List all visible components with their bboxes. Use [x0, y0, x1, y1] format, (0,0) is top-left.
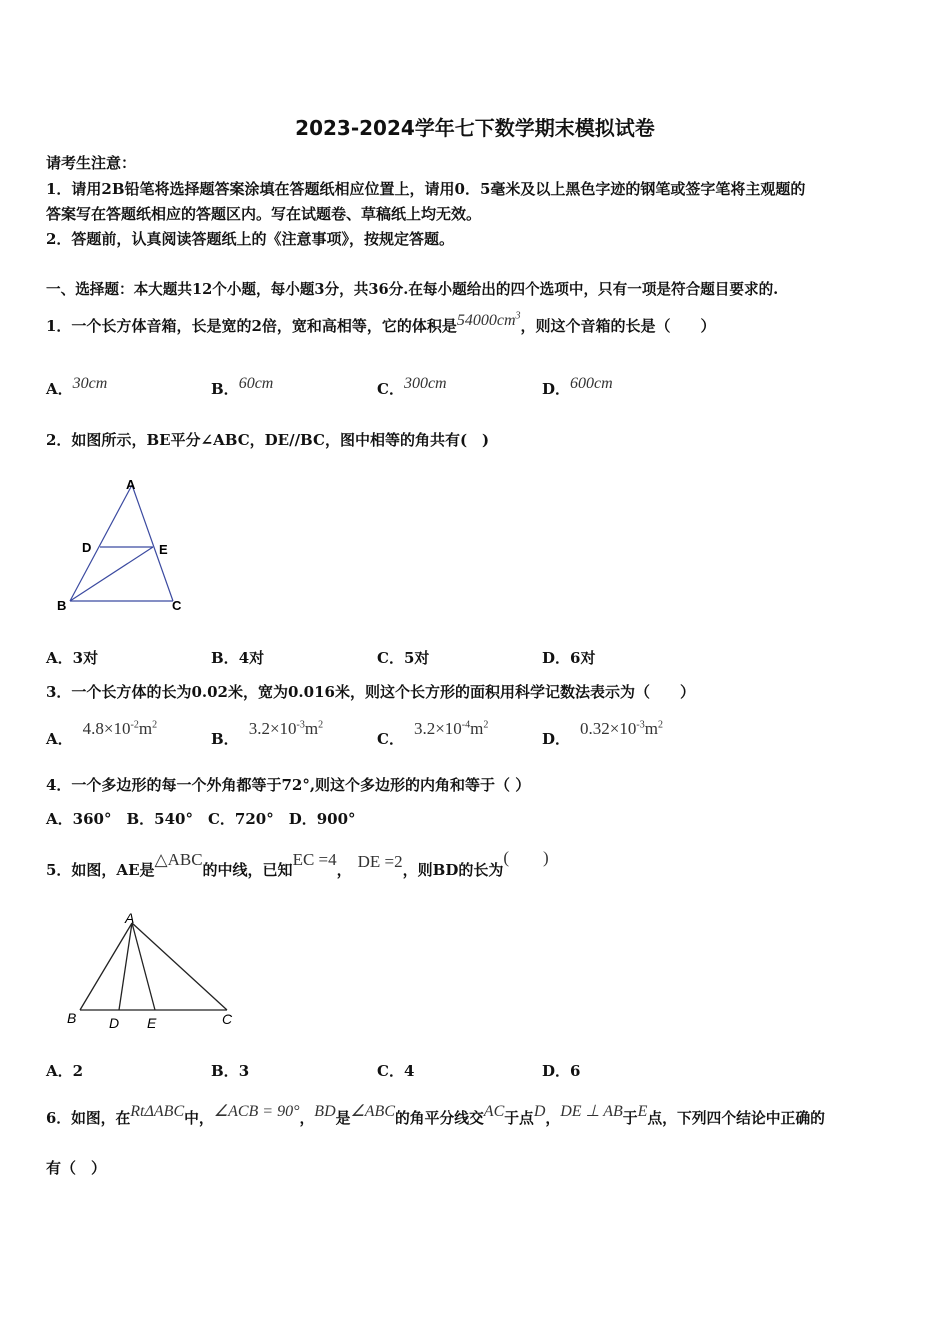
- option-unit: m: [138, 719, 153, 738]
- question-1: [46, 310, 716, 336]
- page-title: 2023-2024学年七下数学期末模拟试卷: [295, 116, 655, 140]
- q6-part: 于点: [504, 1110, 534, 1127]
- option-unit-exp: 2: [483, 719, 489, 731]
- q5-paren: ( ): [503, 848, 549, 867]
- option-label: D．: [542, 649, 571, 667]
- q5-triangle: △ABC: [154, 850, 203, 869]
- q4-options[interactable]: A．360° B．540° C．720° D．900°: [46, 810, 356, 828]
- option-label: C．: [377, 649, 404, 667]
- q5-option-b[interactable]: [211, 1060, 249, 1081]
- q2-segment-be: [70, 547, 153, 601]
- option-unit: m: [470, 719, 484, 738]
- option-base: 3.2×10: [248, 719, 297, 738]
- q6-math: DE ⊥ AB: [560, 1103, 623, 1120]
- q2-option-d[interactable]: [542, 647, 595, 668]
- option-unit-exp: 2: [318, 719, 324, 731]
- q5-segment-ae: [132, 923, 155, 1010]
- q5-side-ab: [80, 923, 132, 1010]
- q5-label-b: B: [67, 1010, 77, 1026]
- option-value: [580, 719, 663, 738]
- option-exp: -4: [461, 719, 471, 731]
- option-value: [83, 719, 157, 738]
- option-unit-exp: 2: [152, 719, 158, 731]
- option-value: 2: [72, 1062, 84, 1080]
- q6-part: 中，: [184, 1110, 214, 1127]
- q6-part: 点，下列四个结论中正确的: [647, 1110, 825, 1127]
- question-3: 3．一个长方体的长为0.02米，宽为0.016米，则这个长方形的面积用科学记数法表示为（ ）: [46, 683, 695, 701]
- option-label: A．: [46, 649, 73, 667]
- option-label: D．: [542, 1062, 571, 1080]
- q5-side-ac: [132, 923, 227, 1010]
- q1-option-c[interactable]: [377, 375, 447, 399]
- q1-option-b[interactable]: [211, 375, 274, 399]
- q6-line-2: 有（ ）: [46, 1159, 107, 1177]
- q5-mid: 的中线，已知: [202, 861, 293, 879]
- q5-ec: EC =4: [292, 850, 337, 869]
- q6-part: ，: [545, 1110, 561, 1127]
- option-value: 6对: [570, 649, 596, 667]
- option-value: 6: [570, 1062, 581, 1080]
- q5-comma: ，: [336, 861, 352, 879]
- q1-volume-exp: 3: [515, 310, 521, 322]
- q2-label-a: A: [126, 477, 136, 492]
- q2-figure: [55, 475, 195, 615]
- option-label: A．: [46, 1062, 73, 1080]
- q2-side-ab: [70, 485, 132, 601]
- q2-label-c: C: [172, 598, 182, 613]
- q3-option-c[interactable]: [377, 719, 489, 749]
- option-label: C．: [377, 1062, 404, 1080]
- q1-text-b: ，则这个音箱的长是（ ）: [520, 317, 716, 335]
- question-6: [46, 1103, 825, 1128]
- q3-option-d[interactable]: [542, 719, 663, 749]
- option-value: 600cm: [570, 375, 613, 392]
- option-exp: -3: [296, 719, 305, 731]
- q5-label-c: C: [222, 1011, 233, 1027]
- option-label: B．: [211, 649, 239, 667]
- q6-math: BD: [314, 1103, 336, 1120]
- q2-option-c[interactable]: [377, 647, 429, 668]
- option-exp: -3: [636, 719, 645, 731]
- q3-option-a[interactable]: [46, 719, 158, 749]
- option-value: 300cm: [403, 375, 447, 392]
- q6-math: ∠ACB = 90°: [213, 1103, 300, 1120]
- q2-label-b: B: [57, 598, 67, 613]
- q6-part: 于: [622, 1110, 638, 1127]
- q5-option-c[interactable]: [377, 1060, 414, 1081]
- option-value: [249, 719, 323, 738]
- notice-line-2: 答案写在答题纸相应的答题区内。写在试题卷、草稿纸上均无效。: [46, 205, 482, 223]
- option-label: B．: [211, 730, 239, 748]
- q1-volume-value: 54000cm: [456, 312, 516, 329]
- q5-de: DE =2: [357, 852, 403, 871]
- q5-prefix: 5．如图，AE是: [46, 861, 155, 879]
- q3-option-b[interactable]: [211, 719, 324, 749]
- q5-option-d[interactable]: [542, 1060, 580, 1081]
- option-value: 4对: [238, 649, 265, 667]
- option-value: [414, 719, 488, 738]
- notice-heading: 请考生注意：: [46, 154, 137, 172]
- q5-label-e: E: [147, 1015, 157, 1031]
- q1-option-a[interactable]: [46, 375, 108, 399]
- question-4: 4．一个多边形的每一个外角都等于72°,则这个多边形的内角和等于（ ）: [46, 776, 531, 794]
- option-value: 60cm: [238, 375, 274, 392]
- option-unit: m: [304, 719, 319, 738]
- q6-math: AC: [483, 1103, 505, 1120]
- option-base: 4.8×10: [82, 719, 131, 738]
- q2-option-b[interactable]: [211, 647, 264, 668]
- q5-figure: [62, 908, 242, 1038]
- option-value: 3对: [72, 649, 99, 667]
- q5-label-a: A: [125, 910, 135, 926]
- q1-option-d[interactable]: [542, 375, 613, 399]
- option-label: A．: [46, 730, 73, 748]
- option-unit-exp: 2: [657, 719, 663, 731]
- option-base: 3.2×10: [413, 719, 462, 738]
- q6-part: 的角平分线交: [395, 1110, 484, 1127]
- option-label: C．: [377, 730, 404, 748]
- notice-line-1: 1．请用2B铅笔将选择题答案涂填在答题纸相应位置上，请用0．5毫米及以上黑色字迹的钢笔或签字笔将主观题的: [46, 180, 806, 198]
- q6-part: 6．如图，在: [46, 1110, 131, 1127]
- option-value: 30cm: [72, 375, 108, 392]
- q5-suffix: ，则BD的长为: [402, 861, 504, 879]
- option-label: A．: [46, 380, 73, 398]
- question-5: [46, 848, 549, 880]
- option-value: 5对: [403, 649, 430, 667]
- q1-text-a: 1．一个长方体音箱，长是宽的2倍，宽和高相等，它的体积是: [46, 317, 457, 335]
- option-value: 3: [238, 1062, 250, 1080]
- q6-math: ∠ABC: [350, 1103, 395, 1120]
- option-label: D．: [542, 730, 571, 748]
- question-2: 2．如图所示，BE平分∠ABC，DE//BC，图中相等的角共有( ): [46, 431, 490, 449]
- q5-option-a[interactable]: [46, 1060, 83, 1081]
- option-value: 4: [403, 1062, 415, 1080]
- q6-math: E: [637, 1103, 648, 1120]
- option-unit: m: [644, 719, 658, 738]
- q1-volume: [457, 312, 521, 329]
- q2-label-d: D: [82, 540, 92, 555]
- option-label: C．: [377, 380, 404, 398]
- q6-math: RtΔABC: [130, 1103, 185, 1120]
- q6-part: 是: [335, 1110, 351, 1127]
- option-label: B．: [211, 380, 239, 398]
- section-heading: 一、选择题：本大题共12个小题，每小题3分，共36分.在每小题给出的四个选项中，只有一项是符合题目要求的.: [46, 281, 779, 298]
- q5-label-d: D: [109, 1015, 120, 1031]
- q2-label-e: E: [159, 542, 168, 557]
- option-label: B．: [211, 1062, 239, 1080]
- q5-segment-ad: [119, 923, 132, 1010]
- option-label: D．: [542, 380, 571, 398]
- q6-part: ，: [299, 1110, 315, 1127]
- option-base: 0.32×10: [580, 719, 637, 738]
- q2-option-a[interactable]: [46, 647, 98, 668]
- q6-math: D: [533, 1103, 546, 1120]
- option-exp: -2: [130, 719, 139, 731]
- notice-line-3: 2．答题前，认真阅读答题纸上的《注意事项》，按规定答题。: [46, 230, 454, 248]
